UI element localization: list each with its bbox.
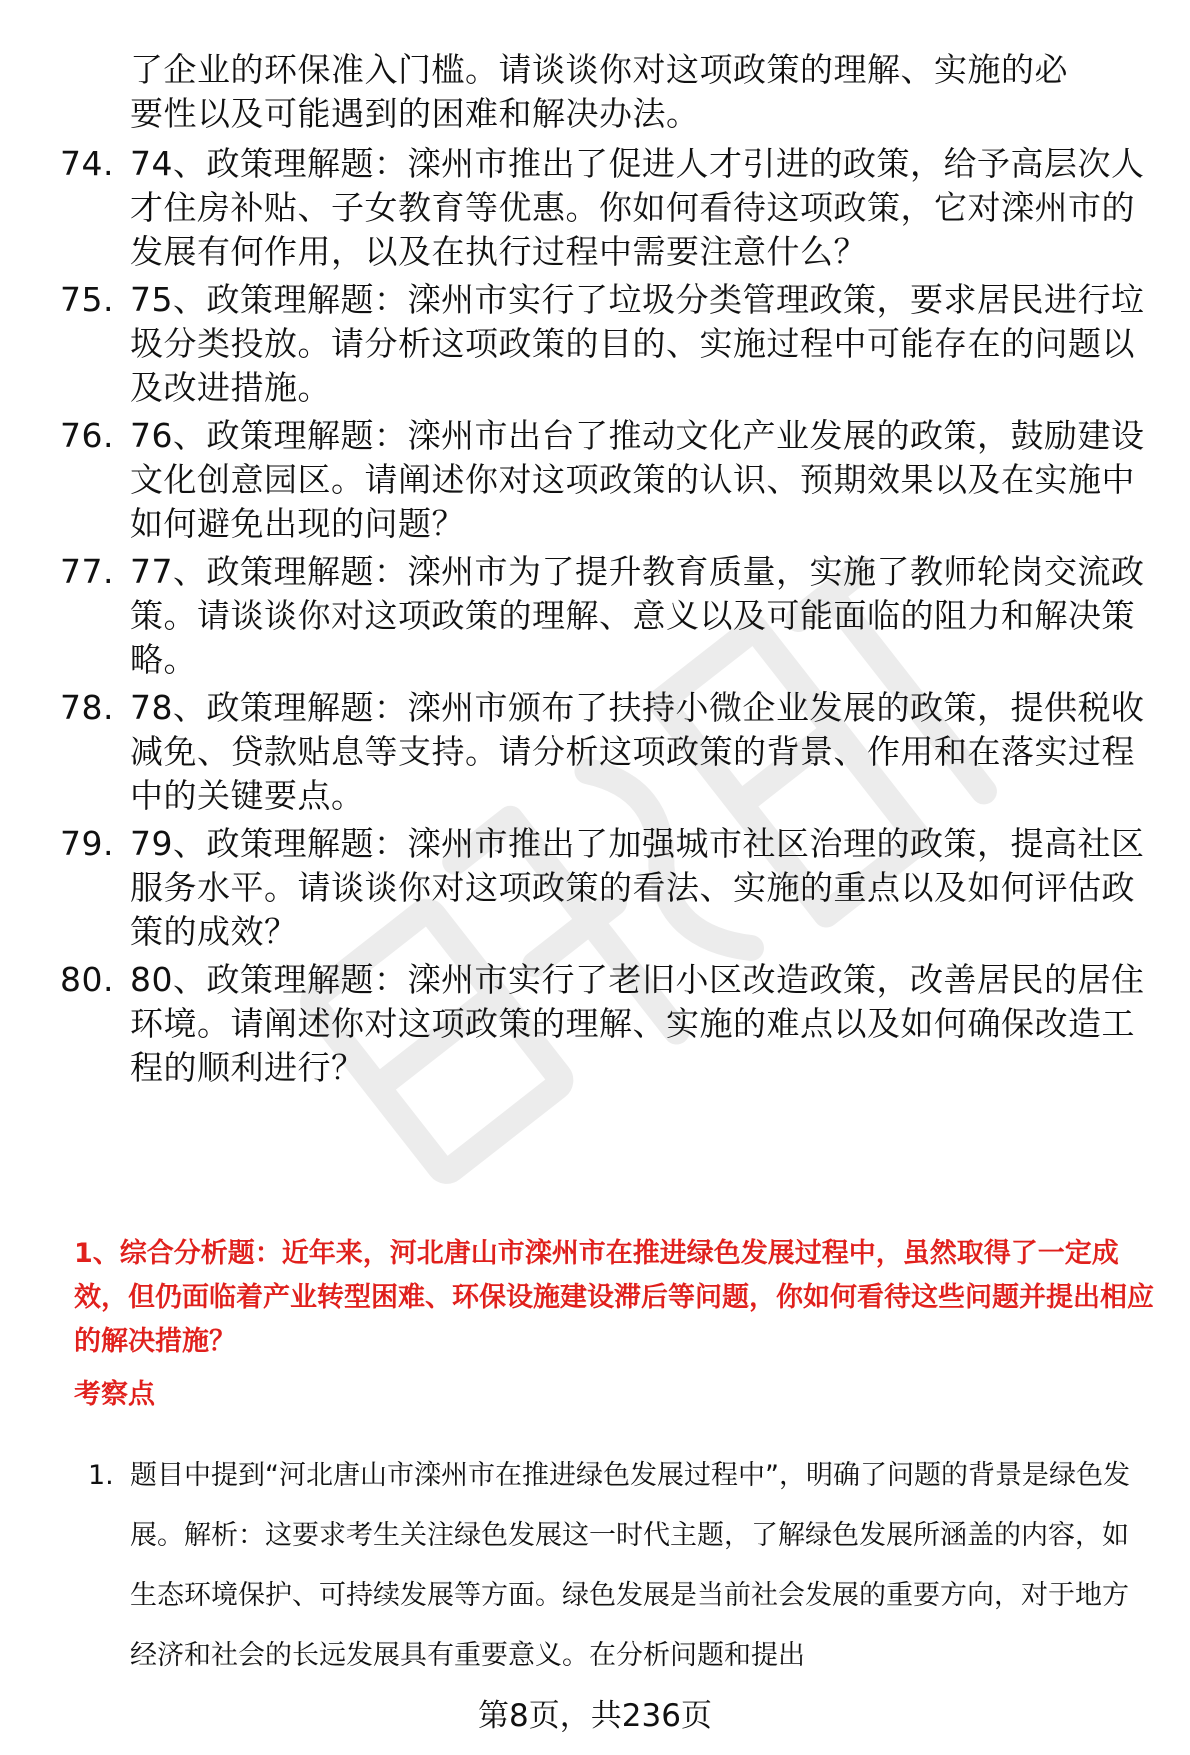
question-number: 76. — [60, 416, 114, 455]
question-number: 74. — [60, 144, 114, 183]
question-78 — [60, 686, 1150, 818]
exam-points-heading: 考察点 — [74, 1379, 155, 1410]
exam-point-1 — [88, 1446, 1150, 1686]
question-text: 79、政策理解题：滦州市推出了加强城市社区治理的政策，提高社区服务水平。请谈谈你对这项政策的看法、实施的重点以及如何评估政策的成效？ — [130, 824, 1145, 951]
question-text: 76、政策理解题：滦州市出台了推动文化产业发展的政策，鼓励建设文化创意园区。请阐述你对这项政策的认识、预期效果以及在实施中如何避免出现的问题？ — [130, 416, 1145, 543]
point-number: 1. — [88, 1460, 114, 1491]
question-number: 77. — [60, 552, 114, 591]
question-79 — [60, 822, 1150, 954]
page-footer: 第8页，共236页 — [478, 1698, 712, 1734]
highlight-question: 1、综合分析题：近年来，河北唐山市滦州市在推进绿色发展过程中，虽然取得了一定成效，但仍面临着产业转型困难、环保设施建设滞后等问题，你如何看待这些问题并提出相应的解决措施？ — [74, 1238, 1154, 1357]
continuation-line-2: 要性以及可能遇到的困难和解决办法。 — [130, 94, 700, 133]
question-77 — [60, 550, 1150, 682]
question-text: 77、政策理解题：滦州市为了提升教育质量，实施了教师轮岗交流政策。请谈谈你对这项政策的理解、意义以及可能面临的阻力和解决策略。 — [130, 552, 1145, 679]
question-number: 75. — [60, 280, 114, 319]
question-number: 80. — [60, 960, 114, 999]
point-text: 题目中提到“河北唐山市滦州市在推进绿色发展过程中”，明确了问题的背景是绿色发展。解析：这要求考生关注绿色发展这一时代主题，了解绿色发展所涵盖的内容，如生态环境保护、可持续发展等方面。绿色发展是当前社会发展的重要方向，对于地方经济和社会的长远发展具有重要意义。在分析问题和提出 — [130, 1460, 1130, 1671]
question-number: 79. — [60, 824, 114, 863]
question-text: 80、政策理解题：滦州市实行了老旧小区改造政策，改善居民的居住环境。请阐述你对这项政策的理解、实施的难点以及如何确保改造工程的顺利进行？ — [130, 960, 1145, 1087]
question-76 — [60, 414, 1150, 546]
question-number: 78. — [60, 688, 114, 727]
question-text: 75、政策理解题：滦州市实行了垃圾分类管理政策，要求居民进行垃圾分类投放。请分析这项政策的目的、实施过程中可能存在的问题以及改进措施。 — [130, 280, 1145, 407]
question-text: 78、政策理解题：滦州市颁布了扶持小微企业发展的政策，提供税收减免、贷款贴息等支持。请分析这项政策的背景、作用和在落实过程中的关键要点。 — [130, 688, 1145, 815]
continuation-line-1: 了企业的环保准入门槛。请谈谈你对这项政策的理解、实施的必 — [130, 50, 1068, 89]
question-text: 74、政策理解题：滦州市推出了促进人才引进的政策，给予高层次人才住房补贴、子女教育等优惠。你如何看待这项政策，它对滦州市的发展有何作用，以及在执行过程中需要注意什么？ — [130, 144, 1145, 271]
question-74 — [60, 142, 1150, 274]
question-75 — [60, 278, 1150, 410]
question-80 — [60, 958, 1150, 1090]
